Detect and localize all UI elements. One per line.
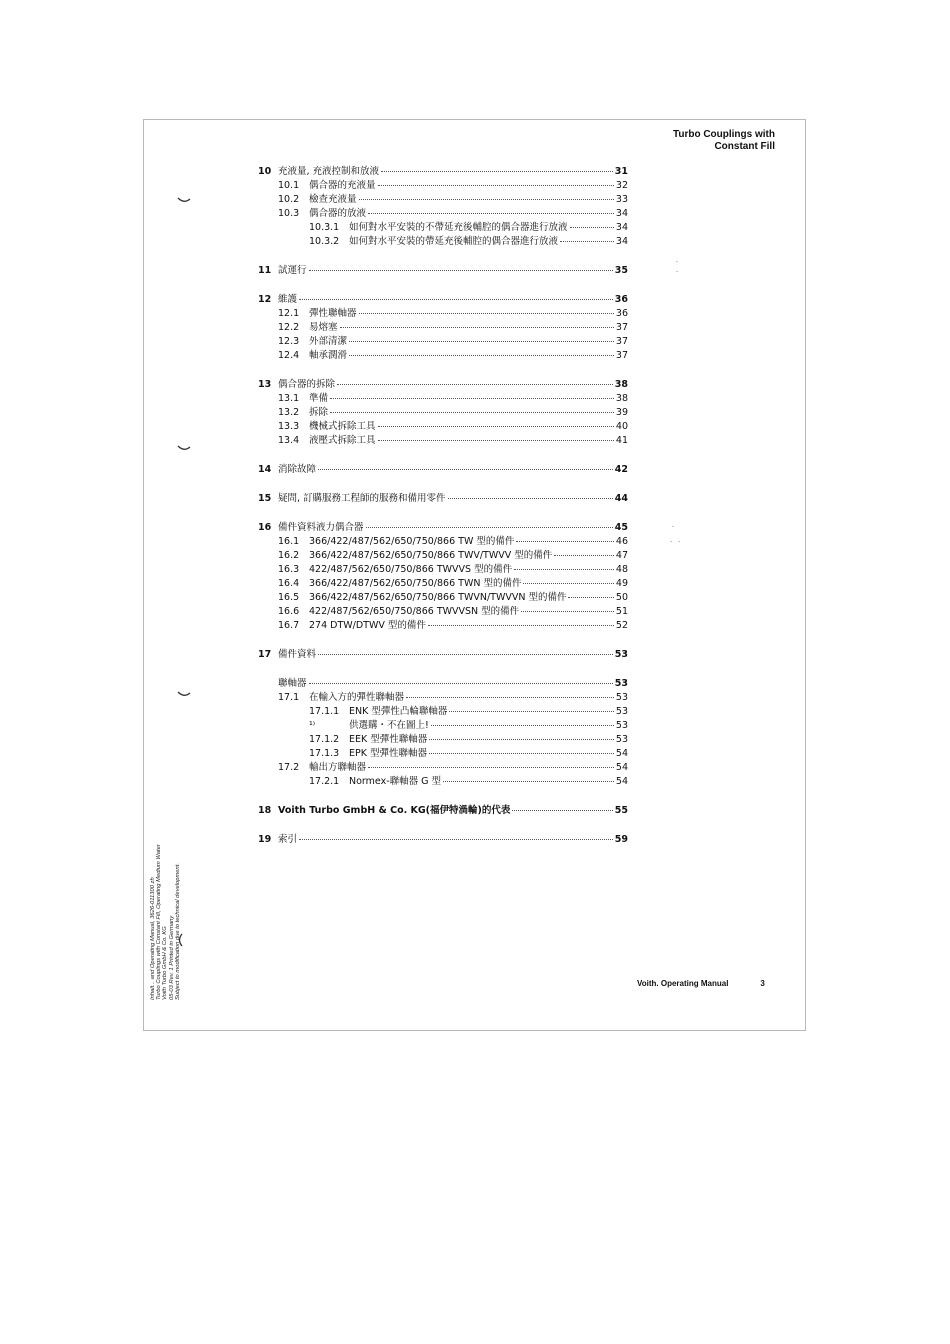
toc-entry-number: 17.1.2 (309, 734, 340, 745)
toc-entry-number: 17.2 (278, 762, 300, 773)
dot-leader (368, 767, 614, 768)
toc-entry-page: 37 (615, 322, 628, 333)
toc-entry-page: 48 (615, 564, 628, 575)
toc-entry-page: 34 (615, 236, 628, 247)
toc-entry-page: 47 (615, 550, 628, 561)
toc-entry-title: 彈性聯軸器 (309, 308, 357, 319)
toc-entry (258, 833, 628, 847)
toc-entry-number: 10.3.2 (309, 236, 340, 247)
toc-entry (258, 521, 628, 535)
toc-entry-number: 12.2 (278, 322, 300, 333)
toc-entry (258, 193, 628, 207)
dot-leader (429, 753, 614, 754)
side-note-line: Subject to modification due to technical development. (174, 863, 181, 1000)
toc-entry-page: 41 (615, 435, 628, 446)
toc-entry-page: 39 (615, 407, 628, 418)
toc-entry-title: 索引 (278, 834, 298, 845)
toc-entry-number: 15 (258, 493, 272, 504)
toc-entry (258, 207, 628, 221)
scan-speck (670, 541, 672, 542)
toc-entry (258, 535, 628, 549)
toc-entry-page: 36 (615, 308, 628, 319)
toc-entry-page: 55 (614, 805, 628, 816)
toc-entry-page: 53 (614, 678, 628, 689)
toc-entry-title: 維護 (278, 294, 298, 305)
dot-leader (429, 739, 614, 740)
toc-entry-page: 40 (615, 421, 628, 432)
toc-entry (258, 392, 628, 406)
toc-entry-number: 16.6 (278, 606, 300, 617)
toc-entry-page: 44 (614, 493, 628, 504)
toc-entry-title: 366/422/487/562/650/750/866 TWV/TWVV 型的備件 (309, 550, 553, 561)
toc-entry-title: Normex-聯軸器 G 型 (349, 776, 442, 787)
toc-entry-number: 10.3 (278, 208, 300, 219)
toc-entry-number: 17.1.3 (309, 748, 340, 759)
dot-leader (378, 440, 614, 441)
header-line-2: Constant Fill (714, 141, 775, 152)
toc-entry-title: 274 DTW/DTWV 型的備件 (309, 620, 426, 631)
dot-leader (516, 541, 614, 542)
header-line-1: Turbo Couplings with (672, 129, 775, 140)
toc-entry-page: 53 (615, 692, 628, 703)
toc-entry-page: 53 (615, 734, 628, 745)
dot-leader (448, 498, 613, 499)
toc-entry-page: 46 (615, 536, 628, 547)
toc-entry-page: 35 (614, 265, 628, 276)
toc-entry (258, 321, 628, 335)
toc-entry-title: 422/487/562/650/750/866 TWVVSN 型的備件 (309, 606, 520, 617)
side-note-line: Turbo Couplings with Constant Fill, Operating Medium Water (156, 844, 163, 1000)
toc-entry (258, 648, 628, 662)
side-note-line: Voith Turbo GmbH & Co. KG (162, 926, 169, 1000)
toc-entry-title: ENK 型彈性凸輪聯軸器 (349, 706, 448, 717)
toc-entry (258, 492, 628, 506)
toc-entry-title: EPK 型彈性聯軸器 (349, 748, 427, 759)
toc-entry-page: 42 (614, 464, 628, 475)
toc-entry (258, 549, 628, 563)
toc-entry-page: 34 (615, 222, 628, 233)
dot-leader (340, 327, 614, 328)
toc-entry-number: 16.3 (278, 564, 300, 575)
toc-entry (258, 293, 628, 307)
toc-entry-title: 366/422/487/562/650/750/866 TWVN/TWVVN 型的備件 (309, 592, 567, 603)
toc-entry-title: 疑問, 訂購服務工程師的服務和備用零件 (278, 493, 446, 504)
toc-entry-title: 偶合器的放液 (309, 208, 367, 219)
toc-entry-number: 12.1 (278, 308, 300, 319)
toc-entry (258, 775, 628, 789)
toc-entry-number: 16.2 (278, 550, 300, 561)
page-footer (637, 979, 765, 988)
toc-entry-number: 12.4 (278, 350, 300, 361)
dot-leader (512, 810, 612, 811)
toc-entry-page: 33 (615, 194, 628, 205)
dot-leader (431, 725, 614, 726)
toc-entry-title: 輸出方聯軸器 (309, 762, 367, 773)
dot-leader (318, 469, 613, 470)
dot-leader (309, 270, 613, 271)
toc-entry (258, 406, 628, 420)
toc-entry-page: 54 (615, 762, 628, 773)
toc-entry (258, 577, 628, 591)
dot-leader (378, 426, 614, 427)
dot-leader (521, 611, 614, 612)
scan-speck (672, 526, 674, 527)
toc-entry (258, 591, 628, 605)
side-note (150, 844, 181, 1000)
toc-entry-number: 14 (258, 464, 272, 475)
toc-entry-number: 19 (258, 834, 272, 845)
toc-entry-page: 37 (615, 350, 628, 361)
toc-entry-title: EEK 型彈性聯軸器 (349, 734, 428, 745)
dot-leader (406, 697, 614, 698)
toc-entry-page: 52 (615, 620, 628, 631)
dot-leader (554, 555, 614, 556)
toc-entry (258, 434, 628, 448)
toc-entry (258, 221, 628, 235)
toc-entry-title: 機械式拆除工具 (309, 421, 376, 432)
toc-entry-page: 53 (615, 720, 628, 731)
toc-entry-number: 16.7 (278, 620, 300, 631)
toc-entry-number: 10.3.1 (309, 222, 340, 233)
dot-leader (349, 341, 614, 342)
dot-leader (523, 583, 613, 584)
binder-mark (177, 197, 191, 204)
toc-entry (258, 264, 628, 278)
toc-entry-title: 366/422/487/562/650/750/866 TWN 型的備件 (309, 578, 522, 589)
toc-entry-number: 16.5 (278, 592, 300, 603)
toc-entry-page: 38 (614, 379, 628, 390)
toc-entry (258, 677, 628, 691)
toc-entry-number: 17.1 (278, 692, 300, 703)
dot-leader (381, 171, 613, 172)
binder-mark (176, 933, 184, 947)
toc-entry-number: 13 (258, 379, 272, 390)
dot-leader (366, 527, 613, 528)
toc-entry-page: 32 (615, 180, 628, 191)
toc-entry-page: 49 (615, 578, 628, 589)
toc-entry-title: 易熔塞 (309, 322, 338, 333)
toc-entry-page: 37 (615, 336, 628, 347)
toc-entry-title: 拆除 (309, 407, 329, 418)
toc-entry-number: 16.1 (278, 536, 300, 547)
toc-entry-title: 供選購・不在圖上! (349, 720, 429, 731)
toc-entry-page: 53 (615, 706, 628, 717)
toc-entry (258, 349, 628, 363)
toc-entry-title: 試運行 (278, 265, 307, 276)
dot-leader (318, 654, 613, 655)
dot-leader (570, 227, 614, 228)
toc-entry-title: 聯軸器 (278, 678, 307, 689)
dot-leader (443, 781, 614, 782)
toc-entry (258, 179, 628, 193)
toc-entry-title: 外部清潔 (309, 336, 348, 347)
toc-entry-title: 準備 (309, 393, 329, 404)
toc-entry-title: Voith Turbo GmbH & Co. KG(福伊特渦輪)的代表 (278, 805, 511, 816)
toc-entry-title: 366/422/487/562/650/750/866 TW 型的備件 (309, 536, 515, 547)
toc-entry (258, 733, 628, 747)
toc-entry-page: 54 (615, 776, 628, 787)
toc-entry-title: 422/487/562/650/750/866 TWVVS 型的備件 (309, 564, 513, 575)
toc-entry-number: ¹⁾ (309, 720, 316, 731)
dot-leader (309, 683, 613, 684)
toc-entry-page: 38 (615, 393, 628, 404)
toc-entry (258, 691, 628, 705)
scan-speck (676, 271, 678, 272)
toc-entry-title: 檢查充液量 (309, 194, 357, 205)
toc-entry (258, 719, 628, 733)
footer-page-number: 3 (760, 979, 765, 988)
toc-entry-number: 10.2 (278, 194, 300, 205)
toc-entry-number: 17 (258, 649, 272, 660)
toc-entry-number: 12 (258, 294, 272, 305)
toc-entry (258, 378, 628, 392)
dot-leader (368, 213, 614, 214)
dot-leader (359, 313, 614, 314)
toc-entry-number: 13.2 (278, 407, 300, 418)
scan-speck (678, 541, 680, 542)
toc-entry-title: 如何對水平安裝的不帶延充後輔腔的偶合器進行放液 (349, 222, 568, 233)
dot-leader (299, 299, 613, 300)
toc-entry-number: 17.1.1 (309, 706, 340, 717)
side-note-line: Inhalt... and Operating Manual, 3626-011300 zh (150, 877, 156, 1000)
toc-entry (258, 804, 628, 818)
toc-entry-number: 16.4 (278, 578, 300, 589)
toc-entry-number: 12.3 (278, 336, 300, 347)
binder-mark (177, 691, 191, 698)
toc-entry-page: 53 (614, 649, 628, 660)
dot-leader (514, 569, 614, 570)
toc-entry-number: 10 (258, 166, 272, 177)
toc-entry-title: 如何對水平安裝的帶延充後輔腔的偶合器進行放液 (349, 236, 559, 247)
toc-entry-title: 備件資料液力偶合器 (278, 522, 364, 533)
toc-entry (258, 605, 628, 619)
dot-leader (560, 241, 614, 242)
toc-entry-title: 偶合器的充液量 (309, 180, 376, 191)
toc-entry-title: 充液量, 充液控制和放液 (278, 166, 380, 177)
toc-entry-page: 50 (615, 592, 628, 603)
toc-entry-page: 59 (614, 834, 628, 845)
footer-text: Voith. Operating Manual (637, 979, 729, 988)
table-of-contents (258, 165, 628, 847)
scan-speck (676, 261, 678, 262)
side-note-line: 05-03 Rev. 1 Printed in Germany (168, 915, 175, 1000)
toc-entry (258, 619, 628, 633)
dot-leader (568, 597, 613, 598)
toc-entry-page: 45 (614, 522, 628, 533)
toc-entry-page: 34 (615, 208, 628, 219)
toc-entry-number: 13.3 (278, 421, 300, 432)
dot-leader (449, 711, 614, 712)
toc-entry-title: 備件資料 (278, 649, 317, 660)
dot-leader (349, 355, 614, 356)
toc-entry (258, 307, 628, 321)
toc-entry-title: 軸承潤滑 (309, 350, 348, 361)
toc-entry-number: 13.4 (278, 435, 300, 446)
dot-leader (299, 839, 613, 840)
toc-entry (258, 235, 628, 249)
toc-entry-page: 36 (614, 294, 628, 305)
toc-entry-number: 11 (258, 265, 272, 276)
toc-entry-number: 16 (258, 522, 272, 533)
binder-mark (177, 445, 191, 452)
dot-leader (330, 412, 614, 413)
toc-entry (258, 420, 628, 434)
toc-entry (258, 463, 628, 477)
toc-entry (258, 761, 628, 775)
dot-leader (378, 185, 614, 186)
toc-entry (258, 705, 628, 719)
toc-entry-number: 13.1 (278, 393, 300, 404)
page-header (673, 129, 775, 153)
toc-entry (258, 335, 628, 349)
toc-entry-page: 31 (614, 166, 628, 177)
toc-entry-page: 54 (615, 748, 628, 759)
toc-entry-title: 偶合器的拆除 (278, 379, 336, 390)
dot-leader (359, 199, 614, 200)
toc-entry (258, 563, 628, 577)
toc-entry-title: 在輸入方的彈性聯軸器 (309, 692, 405, 703)
toc-entry-number: 17.2.1 (309, 776, 340, 787)
document-page (143, 119, 806, 1031)
toc-entry (258, 165, 628, 179)
toc-entry-number: 18 (258, 805, 272, 816)
toc-entry (258, 747, 628, 761)
toc-entry-title: 液壓式拆除工具 (309, 435, 376, 446)
dot-leader (428, 625, 614, 626)
dot-leader (330, 398, 614, 399)
toc-entry-page: 51 (615, 606, 628, 617)
toc-entry-title: 消除故障 (278, 464, 317, 475)
dot-leader (337, 384, 613, 385)
toc-entry-number: 10.1 (278, 180, 300, 191)
